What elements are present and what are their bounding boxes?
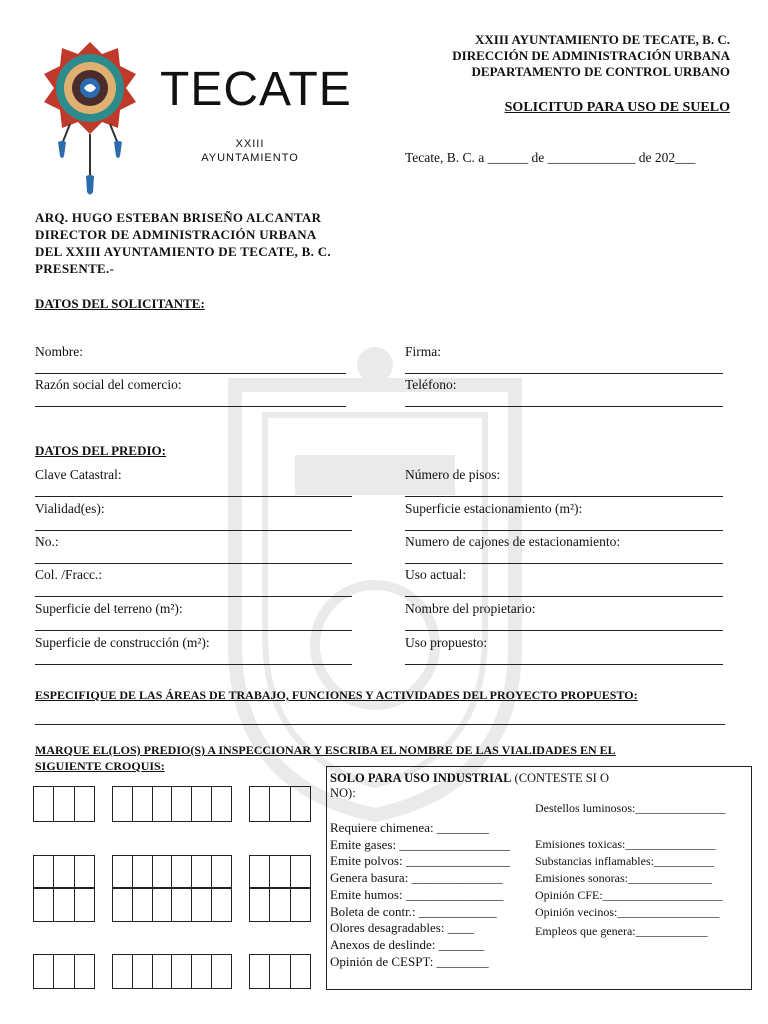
document-title: SOLICITUD PARA USO DE SUELO: [504, 100, 730, 115]
marque-line1: MARQUE EL(LOS) PREDIO(S) A INSPECCIONAR Y ESCRIBA EL NOMBRE DE LAS VIALIDADES EN EL: [35, 743, 616, 757]
section-predio-title: DATOS DEL PREDIO:: [35, 443, 166, 458]
uso-propuesto-field[interactable]: [405, 664, 723, 665]
predio-label-uso-propuesto: Uso propuesto:: [405, 635, 488, 650]
header-line1: XXIII AYUNTAMIENTO DE TECATE, B. C.: [474, 32, 730, 47]
addressee-line3: DEL XXIII AYUNTAMIENTO DE TECATE, B. C.: [35, 244, 331, 259]
industrial-title-rest: (CONTESTE SI O: [511, 771, 609, 785]
header-line2: DIRECCIÓN DE ADMINISTRACIÓN URBANA: [452, 48, 730, 63]
croquis-lot-block[interactable]: [249, 954, 311, 989]
industrial-left-item[interactable]: Opinión de CESPT: ________: [330, 954, 489, 969]
predio-label-terreno: Superficie del terreno (m²):: [35, 601, 183, 616]
addressee-line4: PRESENTE.-: [35, 261, 115, 276]
clave-field[interactable]: [35, 496, 352, 497]
croquis-lot-block[interactable]: [33, 786, 95, 822]
addressee-block: [35, 209, 331, 277]
industrial-left-item[interactable]: Olores desagradables: ____: [330, 920, 474, 935]
vialidad-field[interactable]: [35, 530, 352, 531]
industrial-right-item[interactable]: Empleos que genera:____________: [535, 924, 708, 938]
header-block: [452, 32, 730, 80]
industrial-left-item[interactable]: Anexos de deslinde: _______: [330, 937, 485, 952]
construccion-field[interactable]: [35, 664, 352, 665]
industrial-right-item[interactable]: Opinión vecinos:_________________: [535, 905, 720, 919]
croquis-lot-block[interactable]: [249, 786, 311, 822]
telefono-label: Teléfono:: [405, 377, 457, 392]
croquis-lot-block[interactable]: [112, 887, 232, 922]
logo-subtitle: [200, 137, 300, 165]
addressee-line1: ARQ. HUGO ESTEBAN BRISEÑO ALCANTAR: [35, 210, 322, 225]
logo-wordmark: TECATE: [160, 63, 352, 116]
industrial-right-item[interactable]: Opinión CFE:____________________: [535, 888, 723, 902]
industrial-left-item[interactable]: Requiere chimenea: ________: [330, 820, 489, 835]
estacionamiento-field[interactable]: [405, 530, 723, 531]
croquis-lot-block[interactable]: [249, 887, 311, 922]
industrial-title-bold: SOLO PARA USO INDUSTRIAL: [330, 771, 512, 785]
predio-label-no: No.:: [35, 534, 59, 549]
croquis-lot-block[interactable]: [112, 855, 232, 889]
propietario-field[interactable]: [405, 630, 723, 631]
logo-line2: AYUNTAMIENTO: [201, 152, 299, 164]
industrial-left-item[interactable]: Emite humos: _______________: [330, 887, 504, 902]
industrial-left-item[interactable]: Emite gases: _________________: [330, 837, 510, 852]
ayuntamiento-logo-icon: [40, 40, 140, 200]
predio-label-col: Col. /Fracc.:: [35, 567, 103, 582]
razon-field[interactable]: [35, 406, 346, 407]
nombre-label: Nombre:: [35, 344, 83, 359]
predio-label-estacionamiento: Superficie estacionamiento (m²):: [405, 501, 583, 516]
col-field[interactable]: [35, 596, 352, 597]
marque-line2: SIGUIENTE CROQUIS:: [35, 759, 165, 773]
especifique-heading: ESPECIFIQUE DE LAS ÁREAS DE TRABAJO, FUNCIONES Y ACTIVIDADES DEL PROYECTO PROPUESTO:: [35, 688, 638, 702]
telefono-field[interactable]: [405, 406, 723, 407]
logo-line1: XXIII: [235, 138, 265, 150]
header-line3: DEPARTAMENTO DE CONTROL URBANO: [471, 64, 730, 79]
industrial-title: [330, 771, 609, 801]
pisos-field[interactable]: [405, 496, 723, 497]
addressee-line2: DIRECTOR DE ADMINISTRACIÓN URBANA: [35, 227, 317, 242]
predio-label-uso-actual: Uso actual:: [405, 567, 467, 582]
especifique-field[interactable]: [35, 724, 725, 725]
nombre-field[interactable]: [35, 373, 346, 374]
industrial-left-item[interactable]: Emite polvos: ________________: [330, 853, 510, 868]
firma-field[interactable]: [405, 373, 723, 374]
industrial-left-item[interactable]: Boleta de contr.: ____________: [330, 904, 497, 919]
industrial-title-rest2: NO):: [330, 786, 356, 800]
date-line: Tecate, B. C. a ______ de _____________ de 202___: [405, 150, 696, 165]
section-solicitante-title: DATOS DEL SOLICITANTE:: [35, 296, 205, 311]
predio-label-vialidad: Vialidad(es):: [35, 501, 105, 516]
uso-actual-field[interactable]: [405, 596, 723, 597]
predio-label-clave: Clave Catastral:: [35, 467, 122, 482]
industrial-box: [326, 766, 752, 990]
croquis-lot-block[interactable]: [112, 786, 232, 822]
industrial-right-item[interactable]: Substancias inflamables:__________: [535, 854, 714, 868]
predio-label-construccion: Superficie de construcción (m²):: [35, 635, 210, 650]
industrial-right-item[interactable]: Destellos luminosos:_______________: [535, 801, 726, 815]
terreno-field[interactable]: [35, 630, 352, 631]
croquis-lot-block[interactable]: [112, 954, 232, 989]
croquis-lot-block[interactable]: [249, 855, 311, 889]
industrial-right-item[interactable]: Emisiones sonoras:______________: [535, 871, 712, 885]
croquis-lot-block[interactable]: [33, 855, 95, 889]
croquis-lot-block[interactable]: [33, 954, 95, 989]
croquis-lot-block[interactable]: [33, 887, 95, 922]
predio-label-cajones: Numero de cajones de estacionamiento:: [405, 534, 621, 549]
industrial-left-item[interactable]: Genera basura: ______________: [330, 870, 503, 885]
no-field[interactable]: [35, 563, 352, 564]
firma-label: Firma:: [405, 344, 441, 359]
predio-label-propietario: Nombre del propietario:: [405, 601, 536, 616]
razon-label: Razón social del comercio:: [35, 377, 182, 392]
industrial-right-item[interactable]: Emisiones toxicas:_______________: [535, 837, 716, 851]
predio-label-pisos: Número de pisos:: [405, 467, 501, 482]
cajones-field[interactable]: [405, 563, 723, 564]
